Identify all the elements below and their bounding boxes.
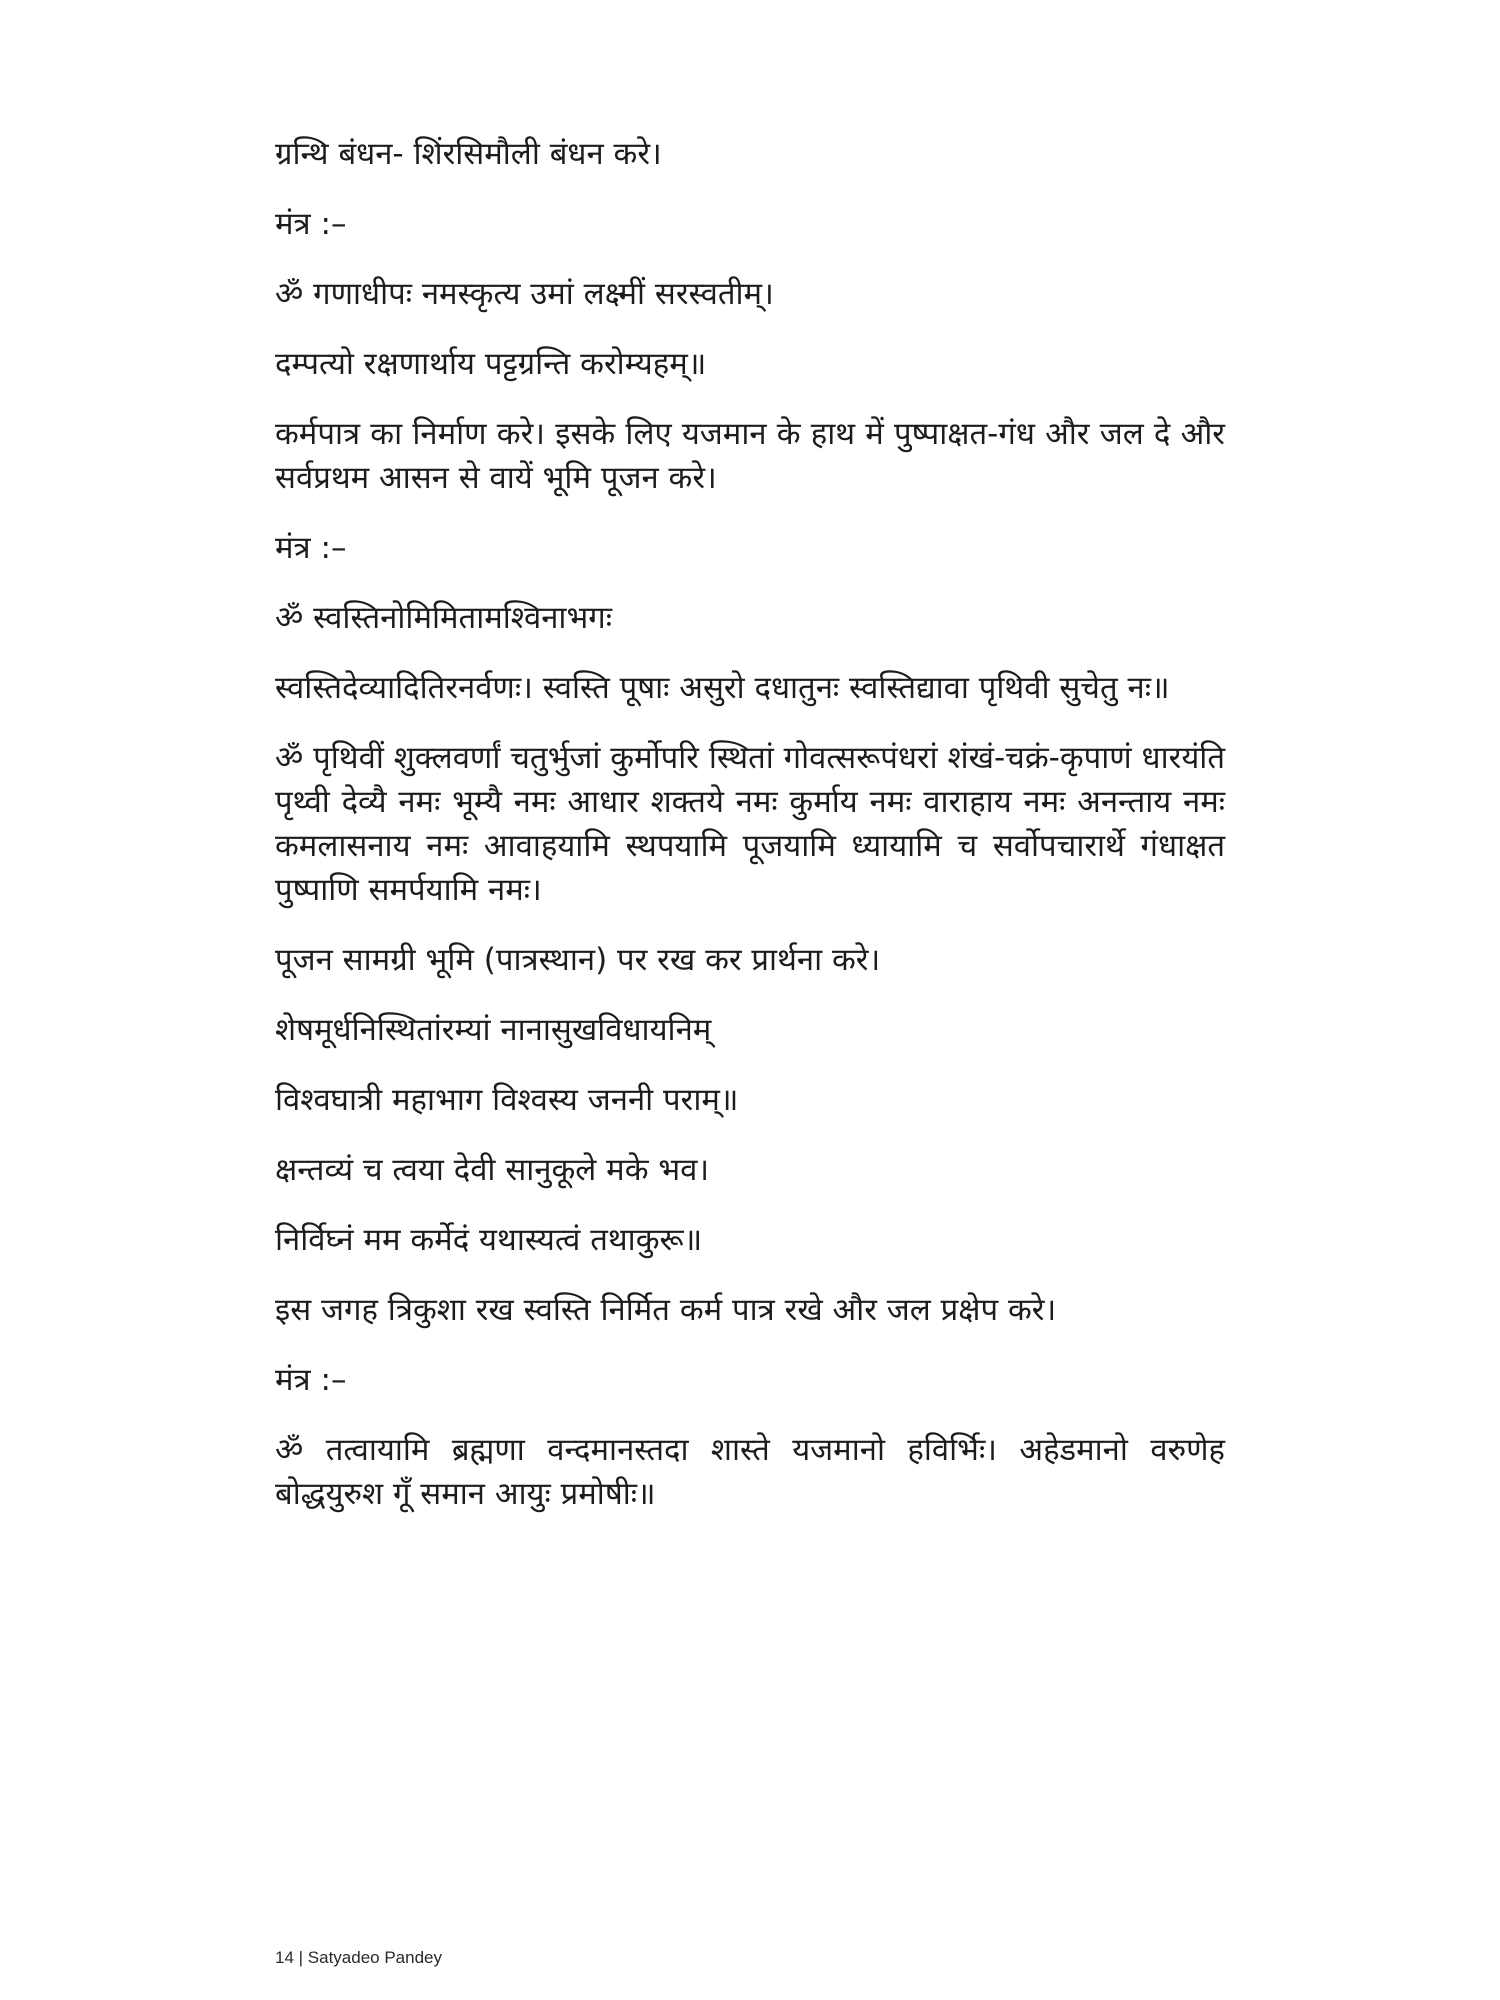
mantra-heading: मंत्र :– — [275, 1362, 347, 1398]
verse-line: विश्वघात्री महाभाग विश्वस्य जननी पराम्॥ — [275, 1082, 739, 1118]
verse-line: ॐ गणाधीपः नमस्कृत्य उमां लक्ष्मीं सरस्वतीम्। — [275, 276, 774, 312]
verse-line: दम्पत्यो रक्षणार्थाय पट्टग्रन्ति करोम्यहम्॥ — [275, 346, 707, 382]
verse-paragraph-prithivi: ॐ पृथिवीं शुक्लवर्णां चतुर्भुजां कुर्मोपरि स्थितां गोवत्सरूपंधरां शंखं-चक्रं-कृपाणं धारयंति पृथ्वी देव्यै नमः भूम्यै नमः आधार शक्तये नमः कुर्माय नमः वाराहाय नमः अनन्ताय नमः कमलासनाय नमः आवाहयामि स्थपयामि पूजयामि ध्यायामि च सर्वोपचारार्थे गंधाक्षत पुष्पाणि समर्पयामि नमः। — [275, 740, 1225, 908]
page-body — [275, 132, 1225, 1542]
mantra-heading: मंत्र :– — [275, 206, 347, 242]
mantra-heading: मंत्र :– — [275, 530, 347, 566]
page-footer: 14 | Satyadeo Pandey — [275, 1948, 442, 1967]
verse-line: शेषमूर्धनिस्थितांरम्यां नानासुखविधायनिम् — [275, 1012, 712, 1048]
paragraph-pujan-samagri: पूजन सामग्री भूमि (पात्रस्थान) पर रख कर प्रार्थना करे। — [275, 942, 881, 978]
paragraph-karmapatra: कर्मपात्र का निर्माण करे। इसके लिए यजमान के हाथ में पुष्पाक्षत-गंध और जल दे और सर्वप्रथम आसन से वायें भूमि पूजन करे। — [275, 416, 1225, 496]
verse-paragraph: स्वस्तिदेव्यादितिरनर्वणः। स्वस्ति पूषाः असुरो दधातुनः स्वस्तिद्यावा पृथिवी सुचेतु नः॥ — [275, 670, 1170, 706]
verse-line: क्षन्तव्यं च त्वया देवी सानुकूले मके भव। — [275, 1152, 710, 1188]
paragraph-granthi-bandhan: ग्रन्थि बंधन- शिंरसिमौली बंधन करे। — [275, 136, 662, 172]
verse-paragraph-tatvayami: ॐ तत्वायामि ब्रह्मणा वन्दमानस्तदा शास्ते यजमानो हविर्भिः। अहेडमानो वरुणेह बोद्धयुरुश गूँ समान आयुः प्रमोषीः॥ — [275, 1432, 1225, 1512]
verse-line: निर्विघ्नं मम कर्मेदं यथास्यत्वं तथाकुरू॥ — [275, 1222, 703, 1258]
verse-line: ॐ स्वस्तिनोमिमितामश्विनाभगः — [275, 600, 612, 636]
paragraph-trikusha: इस जगह त्रिकुशा रख स्वस्ति निर्मित कर्म पात्र रखे और जल प्रक्षेप करे। — [275, 1292, 1057, 1328]
